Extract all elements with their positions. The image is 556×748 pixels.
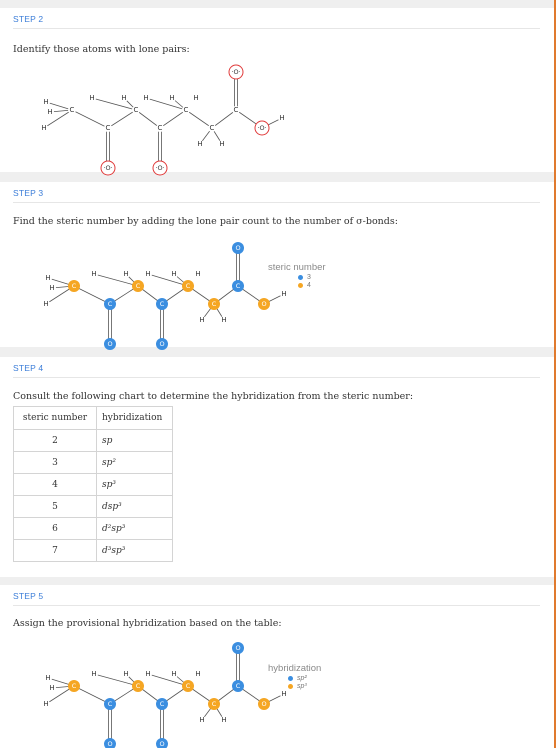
step-instruction: Assign the provisional hybridization based on the table:	[13, 618, 282, 629]
hydrogen-atom: H	[145, 270, 151, 278]
carbon-atom: C	[135, 282, 141, 290]
legend-label: 4	[307, 282, 311, 289]
oxygen-atom: O	[159, 740, 165, 748]
carbon-atom: C	[183, 106, 189, 114]
step-label: STEP 5	[13, 591, 44, 601]
table-cell: sp³	[97, 474, 173, 496]
carbon-atom: C	[157, 124, 163, 132]
hydrogen-atom: H	[45, 674, 51, 682]
carbon-atom: C	[71, 282, 77, 290]
table-cell: 4	[14, 474, 97, 496]
hydrogen-atom: H	[279, 114, 285, 122]
table-cell: sp²	[97, 452, 173, 474]
legend-label: 3	[307, 274, 311, 281]
oxygen-atom: O	[107, 740, 113, 748]
table-cell: d³sp³	[97, 540, 173, 562]
hydrogen-atom: H	[89, 94, 95, 102]
carbon-atom: C	[233, 106, 239, 114]
carbon-atom: C	[235, 282, 241, 290]
hydrogen-atom: H	[49, 684, 55, 692]
hydrogen-atom: H	[199, 716, 205, 724]
legend-item	[288, 675, 321, 682]
step-label: STEP 3	[13, 188, 44, 198]
hydrogen-atom: H	[91, 270, 97, 278]
carbon-atom: C	[133, 106, 139, 114]
legend-label: sp³	[297, 683, 307, 690]
carbon-atom: C	[107, 300, 113, 308]
oxygen-atom: ·O·	[231, 68, 241, 76]
hydrogen-atom: H	[45, 274, 51, 282]
legend-hybridization	[268, 663, 321, 690]
hydrogen-atom: H	[91, 670, 97, 678]
hydrogen-atom: H	[169, 94, 175, 102]
hydrogen-atom: H	[195, 270, 201, 278]
dot-icon	[288, 684, 293, 689]
carbon-atom: C	[159, 300, 165, 308]
hydrogen-atom: H	[143, 94, 149, 102]
hydrogen-atom: H	[171, 670, 177, 678]
hydrogen-atom: H	[199, 316, 205, 324]
legend-title: steric number	[268, 262, 326, 273]
carbon-atom: C	[209, 124, 215, 132]
oxygen-atom: ·O·	[103, 164, 113, 172]
hydrogen-atom: H	[219, 140, 225, 148]
bond	[94, 674, 138, 686]
carbon-atom: C	[71, 682, 77, 690]
table-cell: 7	[14, 540, 97, 562]
hydrogen-atom: H	[43, 98, 49, 106]
carbon-atom: C	[135, 682, 141, 690]
hydrogen-atom: H	[221, 716, 227, 724]
step-instruction: Find the steric number by adding the lone pair count to the number of σ-bonds:	[13, 216, 398, 227]
oxygen-atom: O	[159, 340, 165, 348]
table-cell: dsp³	[97, 496, 173, 518]
hydrogen-atom: H	[197, 140, 203, 148]
carbon-atom: C	[185, 682, 191, 690]
hydrogen-atom: H	[47, 108, 53, 116]
oxygen-atom: O	[235, 244, 241, 252]
table-cell: d²sp³	[97, 518, 173, 540]
bond	[148, 674, 188, 686]
hydrogen-atom: H	[43, 300, 49, 308]
bond	[74, 686, 110, 704]
carbon-atom: C	[159, 700, 165, 708]
hydrogen-atom: H	[193, 94, 199, 102]
column-header: steric number	[14, 407, 97, 430]
dot-icon	[288, 676, 293, 681]
table-cell: 6	[14, 518, 97, 540]
hydrogen-atom: H	[123, 670, 129, 678]
carbon-atom: C	[185, 282, 191, 290]
oxygen-atom: O	[261, 300, 267, 308]
oxygen-atom: ·O·	[155, 164, 165, 172]
carbon-atom: C	[69, 106, 75, 114]
hydrogen-atom: H	[121, 94, 127, 102]
oxygen-atom: ·O·	[257, 124, 267, 132]
carbon-atom: C	[105, 124, 111, 132]
hydrogen-atom: H	[195, 670, 201, 678]
hydrogen-atom: H	[281, 290, 287, 298]
carbon-atom: C	[235, 682, 241, 690]
hydrogen-atom: H	[41, 124, 47, 132]
step-instruction: Identify those atoms with lone pairs:	[13, 44, 190, 55]
step-instruction: Consult the following chart to determine the hybridization from the steric number:	[13, 391, 414, 402]
hydrogen-atom: H	[49, 284, 55, 292]
table-cell: 2	[14, 430, 97, 452]
hydrogen-atom: H	[281, 690, 287, 698]
oxygen-atom: O	[107, 340, 113, 348]
legend-item	[288, 683, 321, 690]
table-cell: 5	[14, 496, 97, 518]
carbon-atom: C	[107, 700, 113, 708]
hydrogen-atom: H	[145, 670, 151, 678]
table-cell: sp	[97, 430, 173, 452]
carbon-atom: C	[211, 300, 217, 308]
hydrogen-atom: H	[123, 270, 129, 278]
hydrogen-atom: H	[171, 270, 177, 278]
table-cell: 3	[14, 452, 97, 474]
hydrogen-atom: H	[43, 700, 49, 708]
legend-label: sp²	[297, 675, 307, 682]
hydrogen-atom: H	[221, 316, 227, 324]
step-label: STEP 4	[13, 363, 44, 373]
carbon-atom: C	[211, 700, 217, 708]
oxygen-atom: O	[261, 700, 267, 708]
step-label: STEP 2	[13, 14, 44, 24]
legend-title: hybridization	[268, 663, 322, 674]
column-header: hybridization	[97, 407, 173, 430]
oxygen-atom: O	[235, 644, 241, 652]
